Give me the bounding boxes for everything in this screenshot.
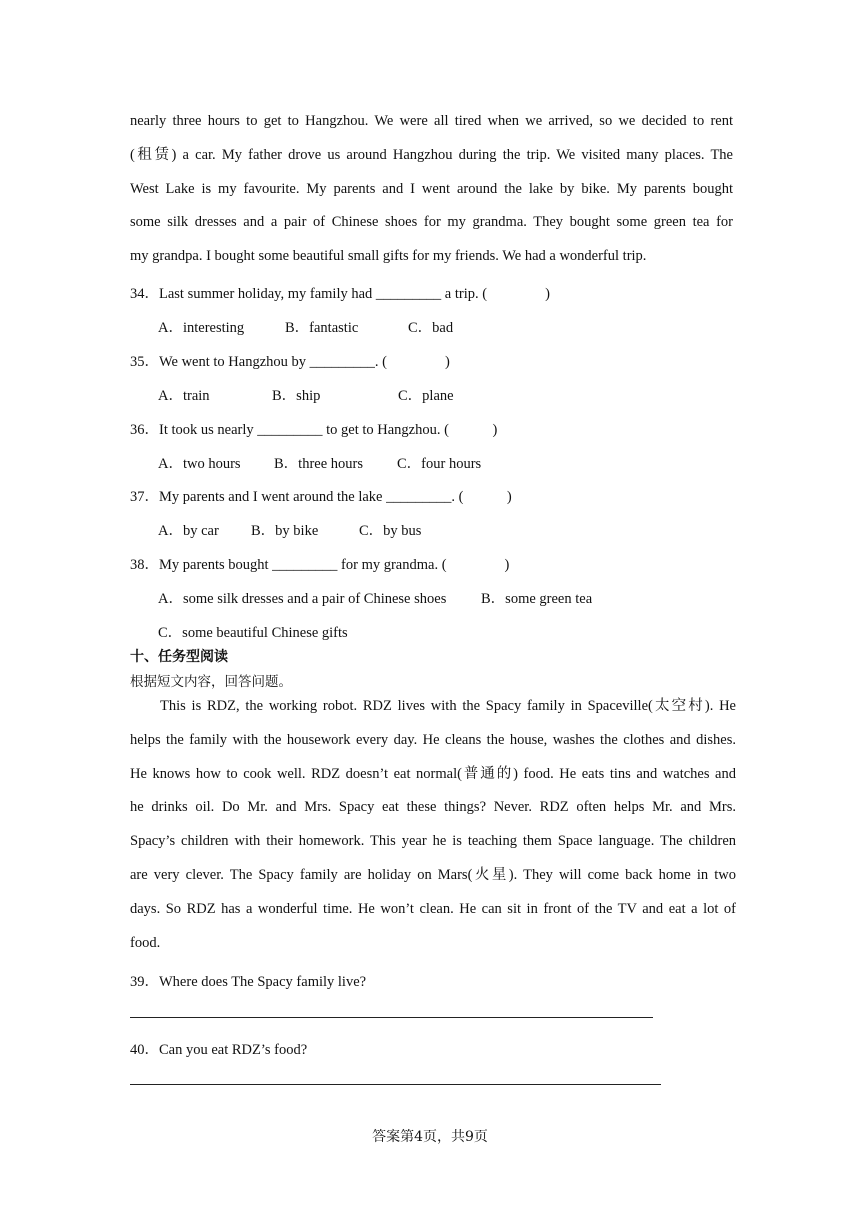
passage-line: helps the family with the housework every day. He cleans the house, washes the clothes and dishes. [130, 731, 736, 748]
question-37: 37．My parents and I went around the lake _________. ( ) [130, 489, 512, 505]
question-35: 35．We went to Hangzhou by _________. ( ) [130, 354, 450, 370]
question-40: 40．Can you eat RDZ’s food? [130, 1042, 308, 1058]
option-34-b[interactable]: B．fantastic [285, 320, 359, 336]
option-34-a[interactable]: A．interesting [158, 320, 245, 336]
question-38: 38．My parents bought _________ for my grandma. ( ) [130, 557, 510, 573]
option-34-c[interactable]: C．bad [408, 320, 454, 336]
section-title: 十、任务型阅读 [130, 649, 228, 665]
option-35-b[interactable]: B．ship [272, 388, 321, 404]
question-34: 34．Last summer holiday, my family had _________ a trip. ( ) [130, 286, 550, 302]
question-36: 36．It took us nearly _________ to get to Hangzhou. ( ) [130, 422, 498, 438]
passage-line: he drinks oil. Do Mr. and Mrs. Spacy eat these things? Never. RDZ often helps Mr. and Mrs. [130, 799, 736, 816]
option-37-b[interactable]: B．by bike [251, 523, 319, 539]
section-instruction: 根据短文内容，回答问题。 [130, 674, 292, 690]
passage-line: are very clever. The Spacy family are holiday on Mars(火星). They will come back home in two [130, 866, 736, 883]
passage-line: Spacy’s children with their homework. This year he is teaching them Space language. The children [130, 833, 736, 850]
passage-line: (租赁) a car. My father drove us around Hangzhou during the trip. We visited many places. The [130, 146, 733, 163]
option-38-a[interactable]: A．some silk dresses and a pair of Chinese shoes [158, 591, 447, 607]
option-35-a[interactable]: A．train [158, 388, 210, 404]
page-footer: 答案第4页，共9页 [372, 1129, 488, 1145]
option-36-b[interactable]: B．three hours [274, 456, 363, 472]
option-36-c[interactable]: C．four hours [397, 456, 482, 472]
passage-line: food. [130, 934, 161, 951]
passage-line: my grandpa. I bought some beautiful small gifts for my friends. We had a wonderful trip. [130, 248, 647, 265]
passage-line: nearly three hours to get to Hangzhou. We were all tired when we arrived, so we decided to rent [130, 113, 733, 129]
question-39: 39．Where does The Spacy family live? [130, 974, 367, 990]
passage-line: some silk dresses and a pair of Chinese shoes for my grandma. They bought some green tea for [130, 214, 733, 231]
passage-line: West Lake is my favourite. My parents and I went around the lake by bike. My parents bought [130, 180, 733, 197]
option-36-a[interactable]: A．two hours [158, 456, 241, 472]
passage-line: This is RDZ, the working robot. RDZ lives with the Spacy family in Spaceville(太空村). He [160, 698, 736, 714]
answer-line-40[interactable] [130, 1084, 661, 1085]
passage-line: He knows how to cook well. RDZ doesn’t eat normal(普通的) food. He eats tins and watches and [130, 765, 736, 782]
option-35-c[interactable]: C．plane [398, 388, 454, 404]
option-37-a[interactable]: A．by car [158, 523, 219, 539]
passage-robot [130, 690, 736, 960]
passage-trip [130, 105, 733, 274]
passage-line: days. So RDZ has a wonderful time. He won’t clean. He can sit in front of the TV and eat a lot of [130, 900, 736, 917]
option-38-c[interactable]: C．some beautiful Chinese gifts [158, 625, 348, 641]
answer-line-39[interactable] [130, 1017, 653, 1018]
option-38-b[interactable]: B．some green tea [481, 591, 593, 607]
option-37-c[interactable]: C．by bus [359, 523, 422, 539]
